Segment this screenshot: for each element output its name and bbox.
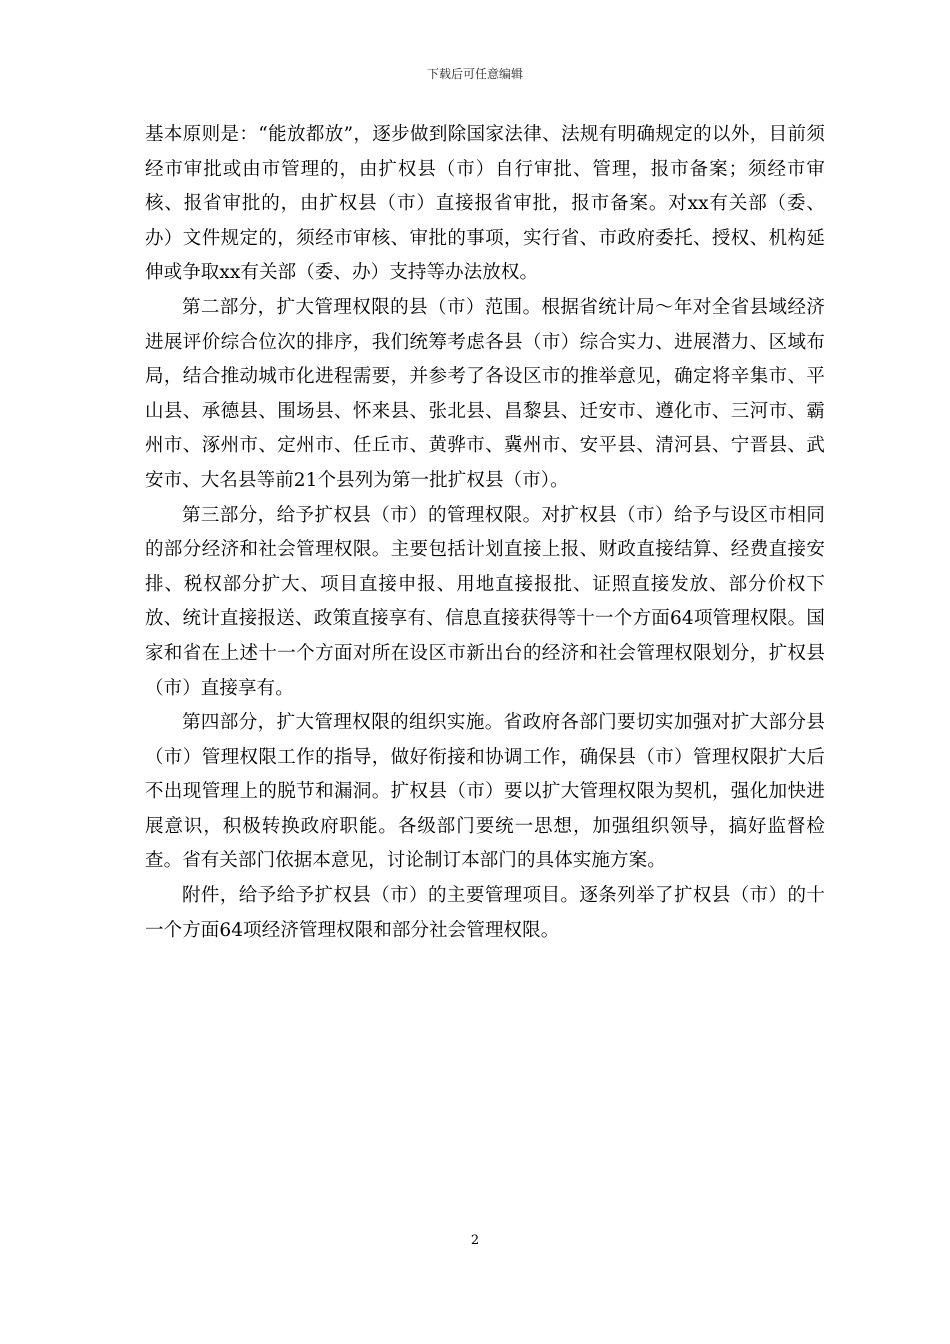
paragraph-part-four: 第四部分，扩大管理权限的组织实施。省政府各部门要切实加强对扩大部分县（市）管理权限工作的指导，做好衔接和协调工作，确保县（市）管理权限扩大后不出现管理上的脱节和漏洞。扩权县（市）要以扩大管理权限为契机，强化加快进展意识，积极转换政府职能。各级部门要统一思想，加强组织领导，搞好监督检查。省有关部门依据本意见，讨论制订本部门的具体实施方案。	[145, 712, 825, 872]
paragraph-attachment: 附件，给予给予扩权县（市）的主要管理项目。逐条列举了扩权县（市）的十一个方面64项经济管理权限和部分社会管理权限。	[145, 885, 825, 941]
page-number: 2	[470, 1233, 480, 1248]
paragraph-basic-principle: 基本原则是：“能放都放”，逐步做到除国家法律、法规有明确规定的以外，目前须经市审批或由市管理的，由扩权县（市）自行审批、管理，报市备案；须经市审核、报省审批的，由扩权县（市）直接报省审批，报市备案。对xx有关部（委、办）文件规定的，须经市审核、审批的事项，实行省、市政府委托、授权、机构延伸或争取xx有关部（委、办）支持等办法放权。	[145, 124, 825, 284]
paragraph-part-two: 第二部分，扩大管理权限的县（市）范围。根据省统计局～年对全省县域经济进展评价综合位次的排序，我们统筹考虑各县（市）综合实力、进展潜力、区域布局，结合推动城市化进程需要，并参考了各设区市的推举意见，确定将辛集市、平山县、承德县、围场县、怀来县、张北县、昌黎县、迁安市、遵化市、三河市、霸州市、涿州市、定州市、任丘市、黄骅市、冀州市、安平县、清河县、宁晋县、武安市、大名县等前21个县列为第一批扩权县（市）。	[145, 296, 825, 491]
document-body	[145, 118, 825, 948]
page-header: 下载后可任意编辑	[426, 67, 523, 81]
paragraph-part-three: 第三部分，给予扩权县（市）的管理权限。对扩权县（市）给予与设区市相同的部分经济和社会管理权限。主要包括计划直接上报、财政直接结算、经费直接安排、税权部分扩大、项目直接申报、用地直接报批、证照直接发放、部分价权下放、统计直接报送、政策直接享有、信息直接获得等十一个方面64项管理权限。国家和省在上述十一个方面对所在设区市新出台的经济和社会管理权限划分，扩权县（市）直接享有。	[145, 504, 825, 699]
